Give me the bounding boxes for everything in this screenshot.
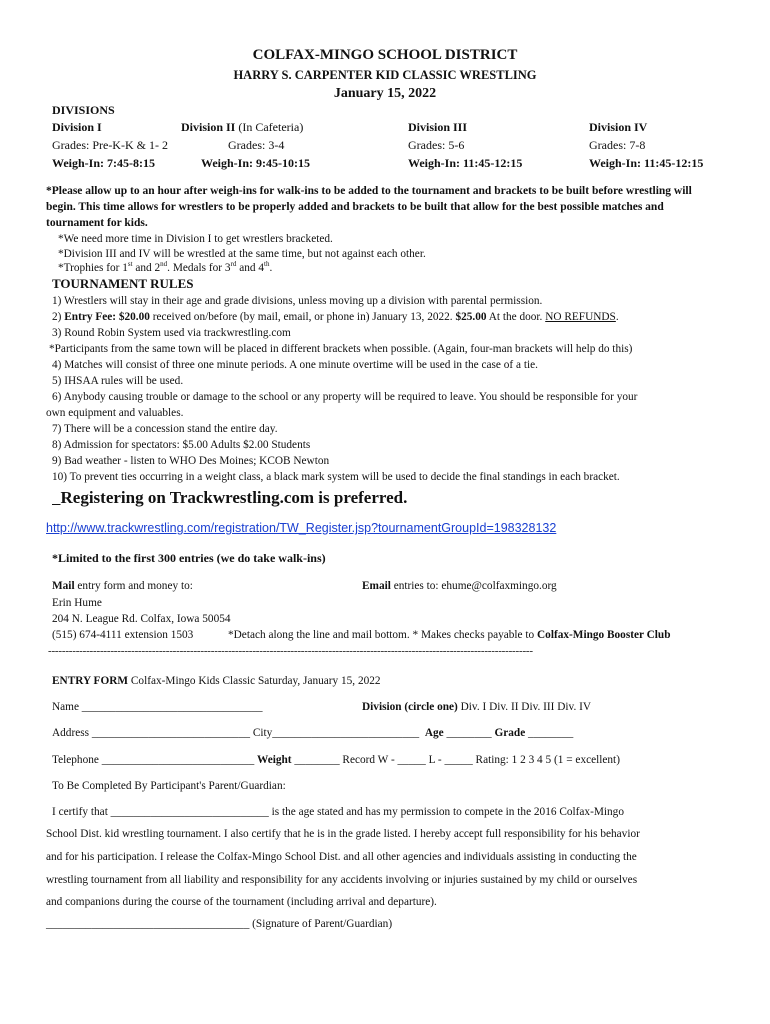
division-note: (In Cafeteria) xyxy=(235,120,304,134)
rule-1: 1) Wrestlers will stay in their age and grade divisions, unless moving up a division with parental permission. xyxy=(52,295,543,307)
email-instructions: Email entries to: ehume@colfaxmingo.org xyxy=(362,580,557,592)
division-name: Division III xyxy=(408,120,468,134)
certify-line-5: and companions during the course of the tournament (including arrival and departure). xyxy=(46,896,437,908)
division-4 xyxy=(589,120,703,171)
mail-instructions: Mail entry form and money to: xyxy=(52,580,193,592)
rules-heading: TOURNAMENT RULES xyxy=(52,276,194,291)
detach-note: *Detach along the line and mail bottom. * Makes checks payable to Colfax-Mingo Booster Club xyxy=(228,629,671,641)
division-grades: Grades: 5-6 xyxy=(408,138,465,152)
address-city-field: Address ____________________________ City__________________________ xyxy=(52,727,420,739)
name-field[interactable]: Name ________________________________ xyxy=(52,701,263,713)
division-weighin: Weigh-In: 11:45-12:15 xyxy=(589,156,704,170)
division-name: Division II xyxy=(181,120,236,134)
weight-record-rating: ________ Record W - _____ L - _____ Rating: 1 2 3 4 5 (1 = excellent) xyxy=(291,754,620,766)
division-weighin: Weigh-In: 7:45-8:15 xyxy=(52,156,155,170)
telephone-row[interactable]: Telephone ___________________________ Weight ________ Record W - _____ L - _____ Rating: 1 2 3 4 5 (1 = excellent) xyxy=(52,754,620,766)
registration-heading: Registering on Trackwrestling.com is preferred. xyxy=(60,488,408,507)
contact-phone: (515) 674-4111 extension 1503 xyxy=(52,629,194,641)
entry-limit: *Limited to the first 300 entries (we do take walk-ins) xyxy=(52,551,326,565)
note-division-1: *We need more time in Division I to get wrestlers bracketed. xyxy=(58,233,333,245)
certify-line-4: wrestling tournament from all liability and responsibility for any accidents involving or injuries sustained by my child or ourselves xyxy=(46,874,638,886)
division-grades: Grades: 7-8 xyxy=(589,138,646,152)
detach-line: -------------------------------------------------------------------------------------------------------------------------------------------- xyxy=(48,645,533,657)
parent-guardian-label: To Be Completed By Participant's Parent/Guardian: xyxy=(52,780,286,792)
division-3 xyxy=(408,120,522,171)
rule-6: 6) Anybody causing trouble or damage to the school or any property will be required to leave. You should be responsible for your xyxy=(52,391,638,403)
address-row[interactable]: Address ____________________________ City__________________________ Age ________ Grade ________ xyxy=(52,727,574,739)
rule-3: 3) Round Robin System used via trackwrestling.com xyxy=(52,327,291,339)
grade-field: ________ xyxy=(525,727,574,739)
rule-6-cont: own equipment and valuables. xyxy=(46,407,184,419)
contact-address: 204 N. League Rd. Colfax, Iowa 50054 xyxy=(52,613,231,625)
rule-7: 7) There will be a concession stand the entire day. xyxy=(52,423,278,435)
walkin-notice: *Please allow up to an hour after weigh-ins for walk-ins to be added to the tournament and brackets to be built before wrestling will begin. This time allows for wrestlers to be properly added and brackets to be built that allow for the best possible matches and tournament for kids. xyxy=(46,185,692,229)
division-grades: Grades: Pre-K-K & 1- 2 xyxy=(52,138,168,152)
division-name: Division IV xyxy=(589,120,648,134)
district-title: COLFAX-MINGO SCHOOL DISTRICT xyxy=(252,47,518,63)
age-field: ________ xyxy=(443,727,495,739)
rule-3-note: *Participants from the same town will be placed in different brackets when possible. (Again, four-man brackets will help do this) xyxy=(49,343,633,355)
division-weighin: Weigh-In: 11:45-12:15 xyxy=(408,156,523,170)
division-grades: Grades: 3-4 xyxy=(228,138,285,152)
division-1 xyxy=(52,120,168,171)
divisions-heading: DIVISIONS xyxy=(52,103,115,117)
telephone-field: Telephone ___________________________ xyxy=(52,754,258,766)
registration-link[interactable]: http://www.trackwrestling.com/registration/TW_Register.jsp?tournamentGroupId=198328132 xyxy=(46,521,557,535)
division-select[interactable]: Division (circle one) Div. I Div. II Div. III Div. IV xyxy=(362,701,592,713)
rule-2: 2) Entry Fee: $20.00 received on/before (by mail, email, or phone in) January 13, 2022. $25.00 At the door. NO REFUNDS. xyxy=(52,311,619,323)
rule-5: 5) IHSAA rules will be used. xyxy=(52,375,184,387)
event-date: January 15, 2022 xyxy=(333,86,437,101)
certify-line-3: and for his participation. I release the Colfax-Mingo School Dist. and all other agencies and individuals assisting in conducting the xyxy=(46,851,637,863)
rule-8: 8) Admission for spectators: $5.00 Adults $2.00 Students xyxy=(52,439,311,451)
note-trophies: *Trophies for 1st and 2nd. Medals for 3rd and 4th. xyxy=(58,260,273,274)
certify-line-2: School Dist. kid wrestling tournament. I also certify that he is in the grade listed. I hereby accept full responsibility for his behavior xyxy=(46,828,640,840)
certify-line-1[interactable]: I certify that ____________________________ is the age stated and has my permission to compete in the 2016 Colfax-Mingo xyxy=(52,806,624,818)
division-2 xyxy=(181,120,310,171)
event-title: HARRY S. CARPENTER KID CLASSIC WRESTLING xyxy=(233,68,537,82)
signature-line[interactable]: ____________________________________ (Signature of Parent/Guardian) xyxy=(46,918,393,930)
rule-9: 9) Bad weather - listen to WHO Des Moines; KCOB Newton xyxy=(52,455,330,467)
division-weighin: Weigh-In: 9:45-10:15 xyxy=(201,156,310,170)
division-name: Division I xyxy=(52,120,102,134)
note-division-3-4: *Division III and IV will be wrestled at the same time, but not against each other. xyxy=(58,248,426,260)
rule-10: 10) To prevent ties occurring in a weight class, a black mark system will be used to decide the final standings in each bracket. xyxy=(52,471,620,483)
contact-name: Erin Hume xyxy=(52,597,102,609)
form-title: ENTRY FORM Colfax-Mingo Kids Classic Saturday, January 15, 2022 xyxy=(52,675,381,687)
rule-4: 4) Matches will consist of three one minute periods. A one minute overtime will be used in the case of a tie. xyxy=(52,359,538,371)
